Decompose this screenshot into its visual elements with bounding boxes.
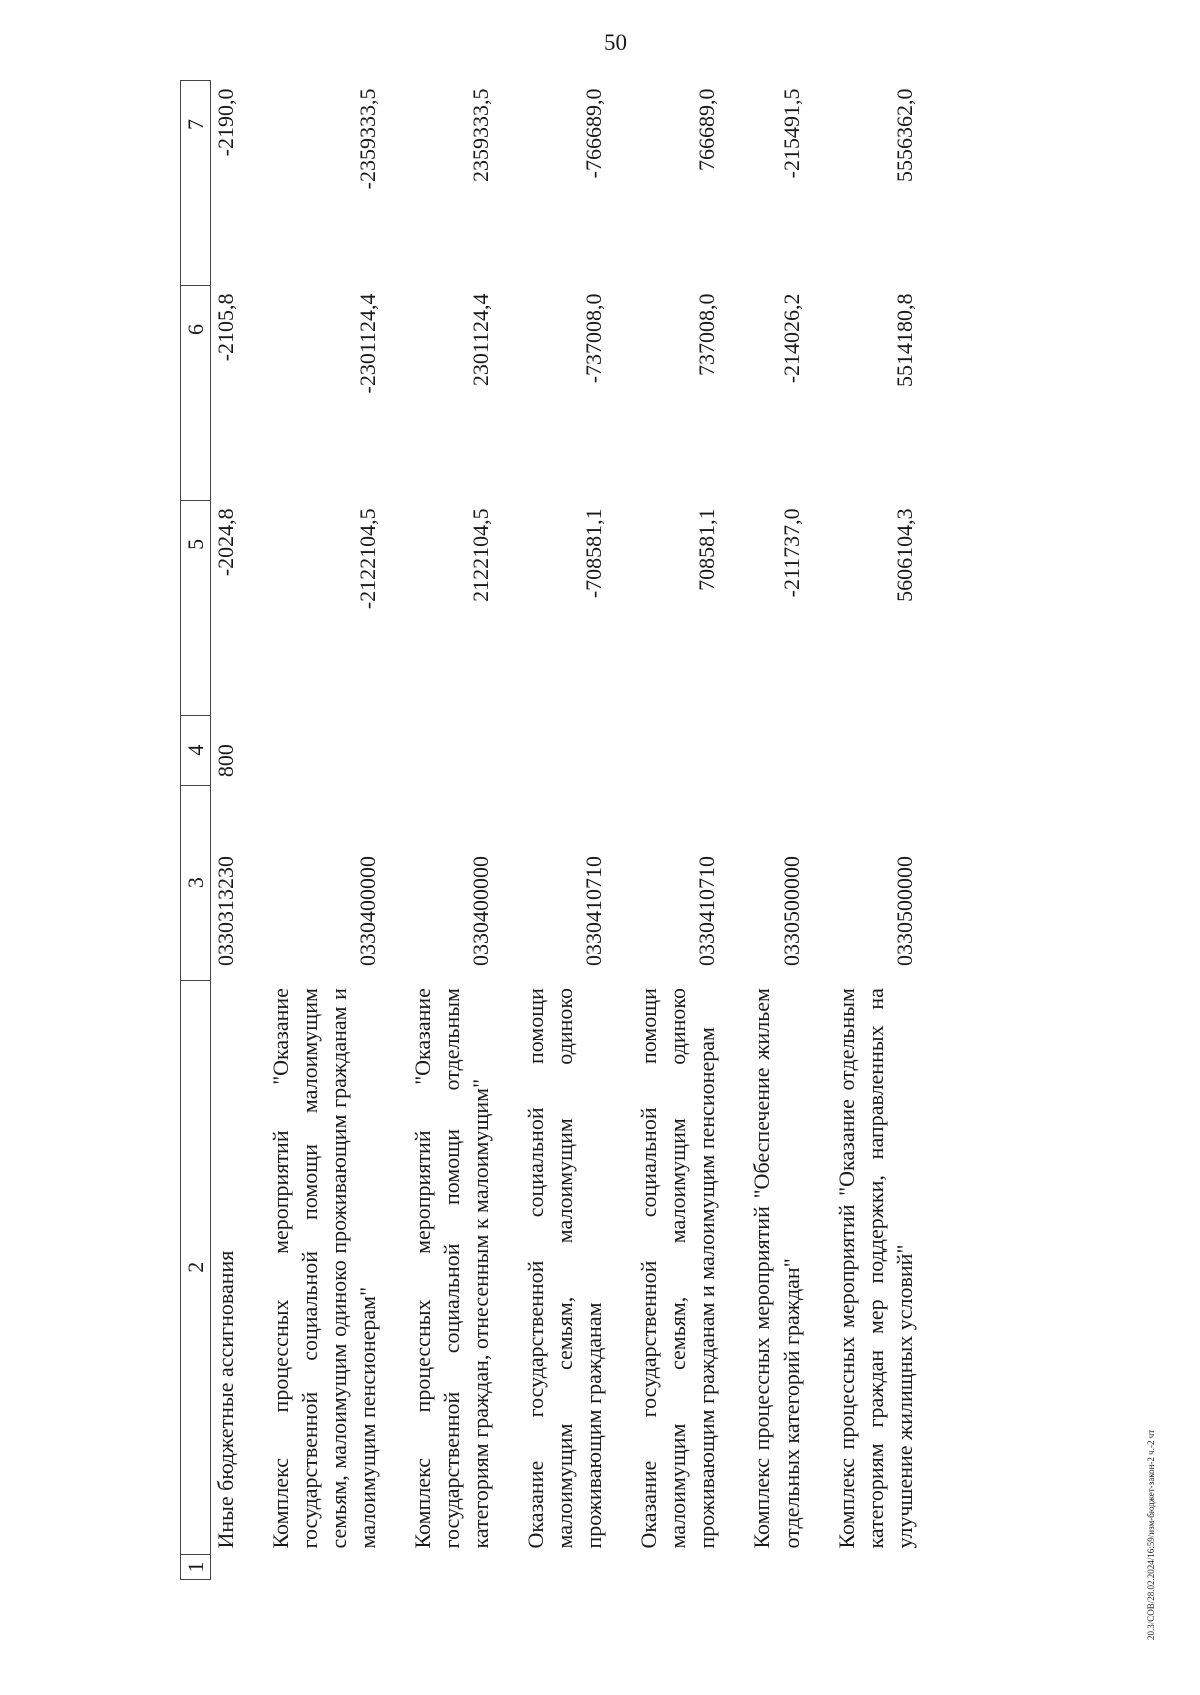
row-value-5: 2122104,5: [468, 508, 494, 602]
row-vr: [495, 715, 608, 785]
row-value-7: 2359333,5: [468, 88, 494, 182]
row-code: 0330313230: [213, 856, 239, 967]
page-number: 50: [604, 30, 627, 55]
col-header-1: 1: [181, 1555, 211, 1580]
row-value-6: 5514180,8: [891, 293, 917, 387]
col-header-3: 3: [181, 785, 211, 980]
row-code: 0330410710: [581, 856, 607, 967]
budget-table: [180, 80, 919, 1580]
row-vr: [806, 715, 919, 785]
col-header-4: 4: [181, 715, 211, 785]
row-name: Оказание государственной социальной помощи малоимущим семьям, малоимущим одиноко проживающим гражданам и малоимущим пенсионерам: [636, 988, 720, 1549]
footer-document-code: 20.3/СОВ/28.02.2024/16:59/изм-бюджет-закон-2 ч.-2 чт: [1146, 1429, 1156, 1640]
row-code: 0330400000: [355, 856, 381, 967]
row-value-7: -215491,5: [778, 88, 804, 179]
col-header-2: 2: [181, 980, 211, 1554]
row-name: Комплекс процессных мероприятий "Оказание государственной социальной помощи малоимущим семьям, малоимущим одиноко проживающим гражданам и малоимущим пенсионерам": [268, 988, 381, 1549]
row-name: Иные бюджетные ассигнования: [213, 1250, 239, 1549]
row-value-7: 5556362,0: [891, 88, 917, 182]
row-value-6: 737008,0: [694, 293, 720, 376]
row-value-6: -214026,2: [778, 293, 804, 384]
row-value-5: -2122104,5: [355, 508, 381, 610]
row-value-5: 5606104,3: [891, 508, 917, 602]
row-value-7: 766689,0: [694, 88, 720, 171]
row-vr: [240, 715, 382, 785]
col-header-5: 5: [181, 500, 211, 715]
table-row: [211, 81, 241, 1580]
row-value-6: -737008,0: [581, 293, 607, 384]
col-header-7: 7: [181, 81, 211, 286]
row-value-7: -2190,0: [213, 88, 239, 157]
row-value-6: -2105,8: [213, 293, 239, 362]
table-row: [721, 81, 805, 1580]
row-name: Оказание государственной социальной помощи малоимущим семьям, малоимущим одиноко проживающим гражданам: [523, 988, 607, 1549]
row-name: Комплекс процессных мероприятий "Оказание государственной социальной помощи отдельным категориям граждан, отнесенным к малоимущим": [410, 988, 494, 1549]
table-row: [806, 81, 919, 1580]
table-row: [608, 81, 721, 1580]
table-row: [382, 81, 495, 1580]
table-row: [495, 81, 608, 1580]
row-value-5: -708581,1: [581, 508, 607, 599]
row-vr: 800: [213, 744, 239, 778]
row-code: 0330500000: [778, 856, 804, 967]
row-value-6: -2301124,4: [355, 293, 381, 394]
row-value-5: -211737,0: [778, 508, 804, 598]
row-vr: [721, 715, 805, 785]
row-code: 0330500000: [891, 856, 917, 967]
row-value-5: -2024,8: [213, 508, 239, 577]
row-code: 0330400000: [468, 856, 494, 967]
row-value-5: 708581,1: [694, 508, 720, 591]
row-value-7: -766689,0: [581, 88, 607, 179]
row-code: 0330410710: [694, 856, 720, 967]
table-row: [240, 81, 382, 1580]
row-vr: [608, 715, 721, 785]
row-vr: [382, 715, 495, 785]
row-value-6: 2301124,4: [468, 293, 494, 387]
row-name: Комплекс процессных мероприятий "Обеспечение жильем отдельных категорий граждан": [749, 988, 804, 1549]
col-header-6: 6: [181, 285, 211, 500]
row-value-7: -2359333,5: [355, 88, 381, 190]
rotated-table-frame: [180, 80, 1040, 1580]
header-row: [181, 81, 211, 1580]
row-name: Комплекс процессных мероприятий "Оказание отдельным категориям граждан мер поддержки, направленных на улучшение жилищных условий": [833, 988, 917, 1549]
